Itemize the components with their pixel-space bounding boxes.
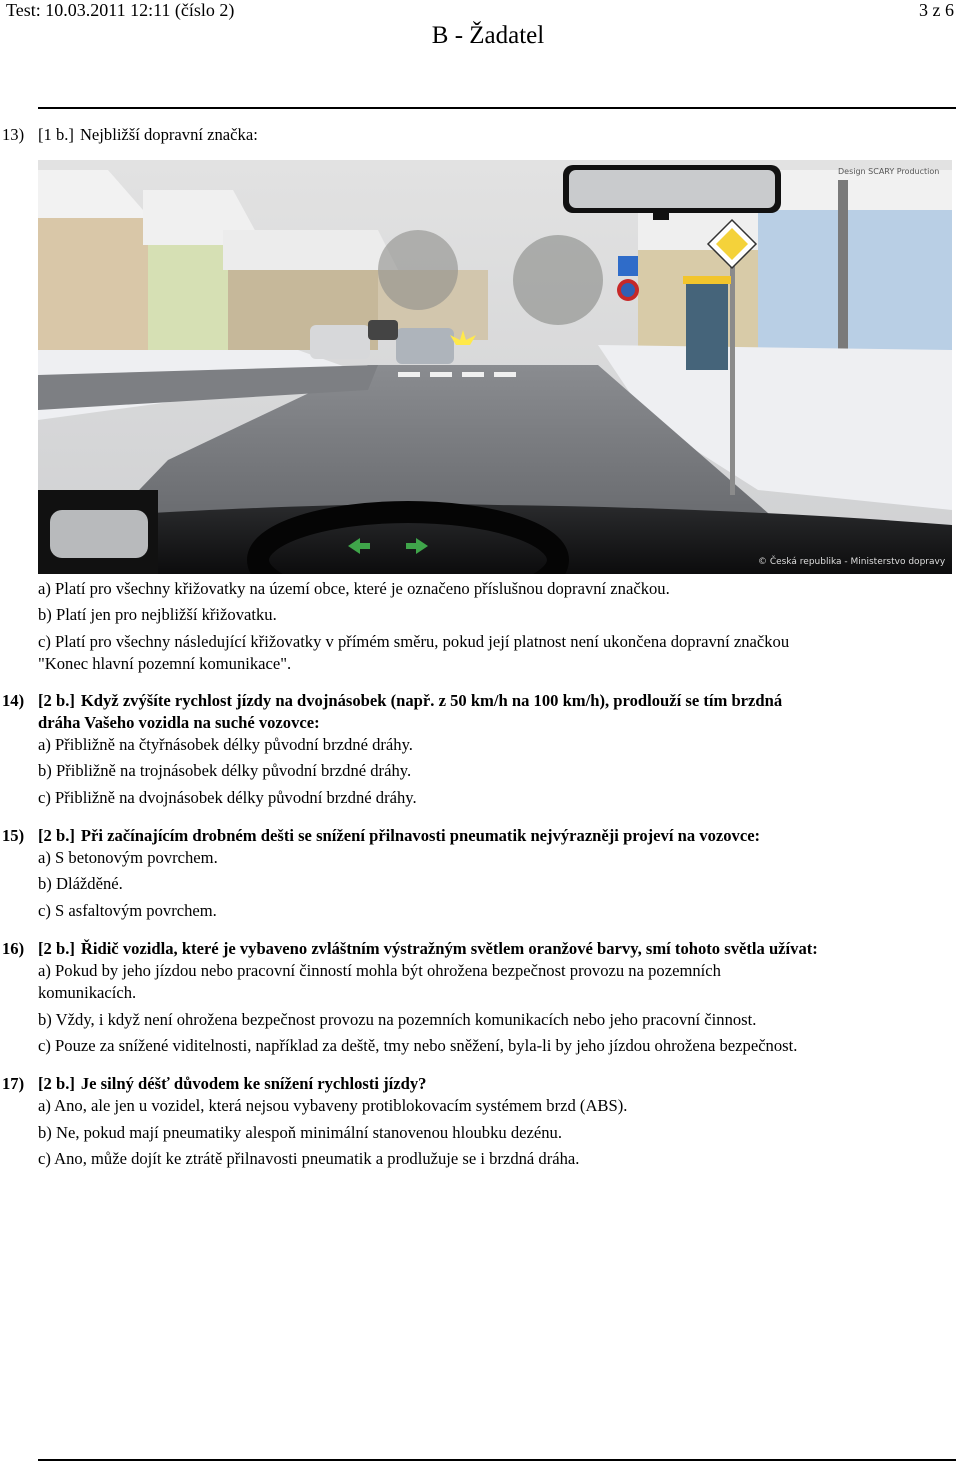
question-13-photo	[38, 160, 952, 574]
question-15	[2, 826, 760, 846]
answer-14a[interactable]: a) Přibližně na čtyřnásobek délky původní brzdné dráhy.	[38, 735, 413, 754]
answer-16b[interactable]: b) Vždy, i když není ohrožena bezpečnost provozu na pozemních komunikacích nebo jeho pracovní činnost.	[38, 1010, 757, 1029]
page-title: B - Žadatel	[431, 22, 545, 49]
page-number: 3 z 6	[919, 0, 954, 20]
answer-14c[interactable]: c) Přibližně na dvojnásobek délky původní brzdné dráhy.	[38, 788, 417, 807]
photo-watermark: Design SCARY Production	[838, 167, 940, 176]
question-number: 17)	[2, 1074, 25, 1093]
answer-15a[interactable]: a) S betonovým povrchem.	[38, 848, 218, 867]
answer-17b[interactable]: b) Ne, pokud mají pneumatiky alespoň minimální stanovenou hloubku dezénu.	[38, 1123, 562, 1142]
answer-16c[interactable]: c) Pouze za snížené viditelnosti, například za deště, tmy nebo sněžení, byla-li by jeho jízdou ohrožena bezpečnost.	[38, 1036, 798, 1055]
answer-17c[interactable]: c) Ano, může dojít ke ztrátě přilnavosti pneumatik a prodlužuje se i brzdná dráha.	[38, 1149, 580, 1168]
question-number: 14)	[2, 691, 25, 710]
question-points: [2 b.]	[38, 939, 75, 958]
question-16	[2, 939, 818, 959]
question-13	[2, 125, 258, 145]
answer-13a[interactable]: a) Platí pro všechny křižovatky na území obce, které je označeno příslušnou dopravní značkou.	[38, 579, 670, 598]
answer-14b[interactable]: b) Přibližně na trojnásobek délky původní brzdné dráhy.	[38, 761, 412, 780]
question-text: Když zvýšíte rychlost jízdy na dvojnásobek (např. z 50 km/h na 100 km/h), prodlouží se tím brzdná	[80, 691, 783, 710]
header-divider	[38, 107, 956, 109]
question-text: Při začínajícím drobném dešti se snížení přilnavosti pneumatik nejvýrazněji projeví na vozovce:	[80, 826, 761, 845]
question-text: Je silný déšť důvodem ke snížení rychlosti jízdy?	[80, 1074, 427, 1093]
answer-16a-cont: komunikacích.	[38, 983, 137, 1002]
question-17	[2, 1074, 426, 1094]
answer-13c-cont: "Konec hlavní pozemní komunikace".	[38, 654, 292, 673]
question-14	[2, 691, 782, 711]
footer-divider	[38, 1459, 956, 1461]
question-14-text-cont: dráha Vašeho vozidla na suché vozovce:	[38, 713, 320, 732]
answer-13c[interactable]: c) Platí pro všechny následující křižovatky v přímém směru, pokud její platnost není ukončena dopravní značkou	[38, 632, 790, 651]
question-number: 16)	[2, 939, 25, 958]
question-points: [2 b.]	[38, 691, 75, 710]
question-number: 13)	[2, 125, 25, 144]
photo-copyright: © Česká republika - Ministerstvo dopravy	[758, 557, 946, 567]
answer-13b[interactable]: b) Platí jen pro nejbližší křižovatku.	[38, 605, 277, 624]
test-info: Test: 10.03.2011 12:11 (číslo 2)	[6, 0, 235, 20]
question-points: [1 b.]	[38, 125, 74, 144]
answer-17a[interactable]: a) Ano, ale jen u vozidel, která nejsou vybaveny protiblokovacím systémem brzd (ABS).	[38, 1096, 628, 1115]
question-points: [2 b.]	[38, 826, 75, 845]
question-points: [2 b.]	[38, 1074, 75, 1093]
question-text: Nejbližší dopravní značka:	[79, 125, 258, 144]
intersection-scene-image	[38, 160, 952, 574]
answer-16a[interactable]: a) Pokud by jeho jízdou nebo pracovní činností mohla být ohrožena bezpečnost provozu na pozemních	[38, 961, 721, 980]
question-text: Řidič vozidla, které je vybaveno zvláštním výstražným světlem oranžové barvy, smí tohoto světla užívat:	[80, 939, 818, 958]
answer-15c[interactable]: c) S asfaltovým povrchem.	[38, 901, 217, 920]
question-number: 15)	[2, 826, 25, 845]
answer-15b[interactable]: b) Dlážděné.	[38, 874, 123, 893]
